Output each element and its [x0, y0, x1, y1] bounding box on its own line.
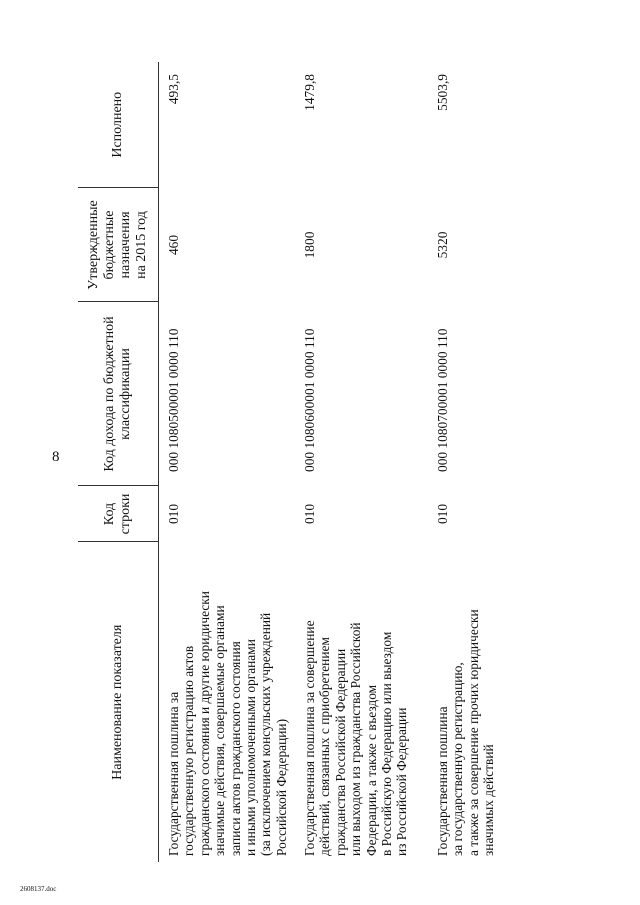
row-income-code: 000 1080600001 0000 110: [302, 328, 317, 472]
row-line-code: 010: [435, 503, 450, 525]
table-row: [295, 62, 428, 862]
header-executed: Исполнено: [78, 62, 159, 188]
header-line-code: Код строки: [78, 486, 159, 542]
row-approved: 460: [166, 234, 181, 256]
page-number: 8: [52, 449, 60, 465]
row-line-code: 010: [302, 503, 317, 525]
header-approved: Утвержденные бюджетные назначения на 2015 год: [78, 188, 159, 302]
row-approved: 1800: [302, 231, 317, 259]
row-name: Государственная пошлина за государственную регистрацию актов гражданского состояния и другие юридически значимые действия, совершаемые органами записи актов гражданского состояния и иными уполномоченными органами (за исключением консульских учреждений Российской Федерации): [166, 591, 289, 856]
row-approved: 5320: [435, 231, 450, 259]
table-row: [159, 62, 296, 862]
header-income-code: Код дохода по бюджетной классификации: [78, 302, 159, 486]
row-name: Государственная пошлина за совершение действий, связанных с приобретением гражданства Российской Федерации или выходом из гражданства Российской Федерации, а также с въездом в Российскую Федерацию или выездом из Российской Федерации: [302, 620, 410, 856]
row-name: Государственная пошлина за государственную регистрацию, а также за совершение прочих юридически значимых действий: [435, 609, 497, 856]
row-executed: 493,5: [166, 74, 181, 105]
header-name: Наименование показателя: [78, 542, 159, 862]
document-code: 2608137.doc: [20, 885, 57, 893]
table-row: [428, 62, 507, 862]
table-header-row: [78, 62, 159, 862]
row-income-code: 000 1080500001 0000 110: [166, 328, 181, 472]
row-executed: 1479,8: [302, 74, 317, 111]
budget-table: [78, 62, 507, 862]
row-executed: 5503,9: [435, 74, 450, 111]
row-income-code: 000 1080700001 0000 110: [435, 328, 450, 472]
row-line-code: 010: [166, 503, 181, 525]
rotated-table-region: [78, 62, 498, 862]
